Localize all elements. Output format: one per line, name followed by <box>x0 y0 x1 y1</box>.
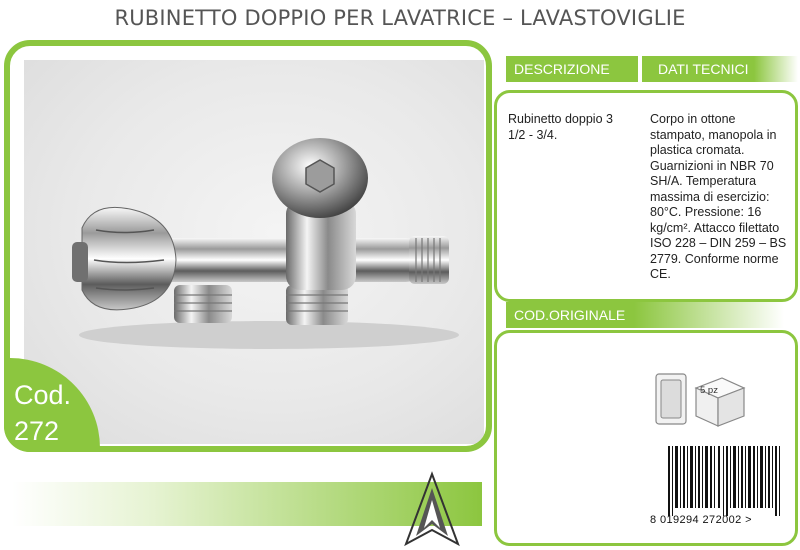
header-cod-originale: COD.ORIGINALE <box>506 302 634 328</box>
header-descrizione: DESCRIZIONE <box>506 56 638 82</box>
company-logo <box>400 470 464 550</box>
header-cod-originale-fade <box>634 302 784 328</box>
header-fade <box>754 56 798 82</box>
header-dati-tecnici: DATI TECNICI <box>642 56 754 82</box>
dati-tecnici-text: Corpo in ottone stampato, manopola in plastica cromata. Guarnizioni in NBR 70 SH/A. Temperatura massima di esercizio: 80°C. Pressione: 16 kg/cm². Attacco filettato ISO 228 – DIN 259 – BS 2779. Conforme norme CE. <box>650 112 787 281</box>
barcode-icon <box>668 446 786 516</box>
packaging-label: 5 pz <box>700 385 718 396</box>
code-label: Cod. <box>14 380 72 410</box>
barcode-number: 8 019294 272002 > <box>650 514 752 526</box>
page-title: RUBINETTO DOPPIO PER LAVATRICE – LAVASTOVIGLIE <box>114 6 686 30</box>
code-value: 272 <box>14 416 60 446</box>
packaging-icon <box>652 368 748 430</box>
descrizione-text: Rubinetto doppio 3 1/2 - 3/4. <box>508 112 613 142</box>
